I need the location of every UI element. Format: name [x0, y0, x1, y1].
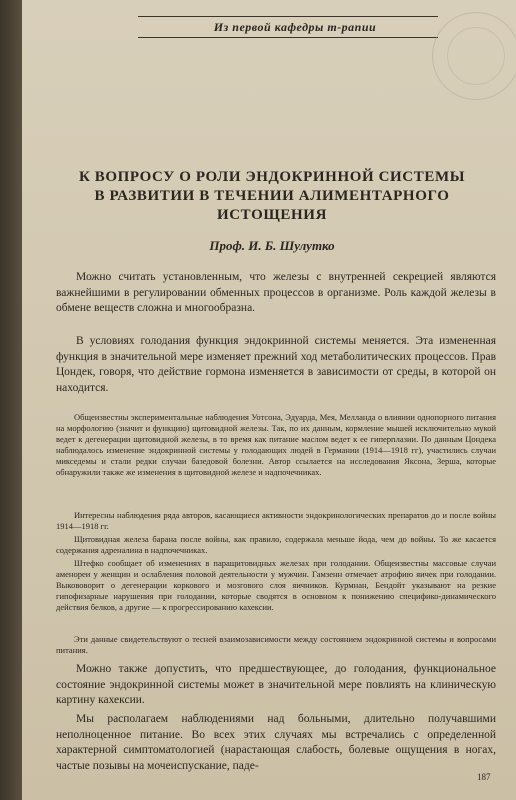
header-rule-bottom — [138, 37, 438, 38]
small-paragraph-3: Щитовидная железа барана после войны, как правило, содержала меньше йода, чем до войны. То же касается содержания адреналина в надпочечниках. — [56, 534, 496, 555]
small-paragraph-1: Общеизвестны экспериментальные наблюдения Уотсона, Эдуарда, Мея, Мелланда о влиянии однопорного питания на морфологию (значит и функцию) щитовидной железы. Так, по их данным, кормление мышей исключительно мукой ведет к дегенерации щитовидной железы, в то время как питание маслом ведет к ее гиперплазии. По данным Цондека наблюдалось изменение эндокринной системы у голодающих людей в Германии (1914—1918 гг), участились случаи микседемы и стали редки случаи базедовой болезни. Автор ссылается на исследования Яксона, Зерша, которые обнаружили также же изменения в щитовидной железе и надпочечниках. — [56, 412, 496, 477]
library-stamp-inner — [447, 27, 505, 85]
paragraph-2: В условиях голодания функция эндокринной системы меняется. Эта измененная функция в значительной мере изменяет прежний ход метаболитических процессов. Прав Цондек, говоря, что действие гормона изменяется в зависимости от среды, в которой он находится. — [56, 335, 496, 394]
book-spine — [0, 0, 22, 800]
small-paragraph-2: Интересны наблюдения ряда авторов, касающиеся активности эндокринологических препаратов до и после войны 1914—1918 гг. — [56, 510, 496, 531]
header-rule-top — [138, 16, 438, 17]
small-paragraph-4: Штефко сообщает об изменениях в паращитовидных железах при голодании. Общеизвестны массовые случаи аменореи у женщин и ослабления половой деятельности у мужчин. Гамзенн отмечает атрофию яичек при голодании. Выкововорит о дегенерации коркового и мозгового слоя яичников. Курмнан, Бендойт указывают на резкие гипофизарные нарушения при голодании, которые сводятся в основном к понижению специфико-динамического действия белков, а другие — к прогрессированию кахексии. — [56, 558, 496, 612]
paragraph-3: Можно также допустить, что предшествующее, до голодания, функциональное состояние эндокринной системы может в значительной мере повлиять на клиническую картину кахексии. — [56, 663, 496, 706]
document-page — [22, 0, 516, 800]
small-paragraph-5: Эти данные свидетельствуют о тесней взаимозависимости между состоянием эндокринной системы и вопросами питания. — [56, 634, 496, 655]
library-stamp — [432, 12, 516, 100]
running-header: Из первой кафедры т-рапии — [213, 20, 377, 34]
article-author: Проф. И. Б. Шулутко — [209, 238, 335, 253]
page-number: 187 — [477, 772, 491, 782]
article-title: К ВОПРОСУ О РОЛИ ЭНДОКРИННОЙ СИСТЕМЫ В РАЗВИТИИ В ТЕЧЕНИИ АЛИМЕНТАРНОГО ИСТОЩЕНИЯ — [78, 169, 466, 223]
paragraph-4: Мы располагаем наблюдениями над больными, длительно получавшими неполноценное питание. Во всех этих случаях мы встречались с определенной характерной симптоматологией (нарастающая слабость, болевые ощущения в ногах, частые позывы на мочеиспускание, паде- — [56, 713, 496, 772]
paragraph-1: Можно считать установленным, что железы с внутренней секрецией являются важнейшими в регулировании обменных процессов в организме. Роль каждой железы в обмене веществ сложна и многообразна. — [56, 271, 496, 314]
